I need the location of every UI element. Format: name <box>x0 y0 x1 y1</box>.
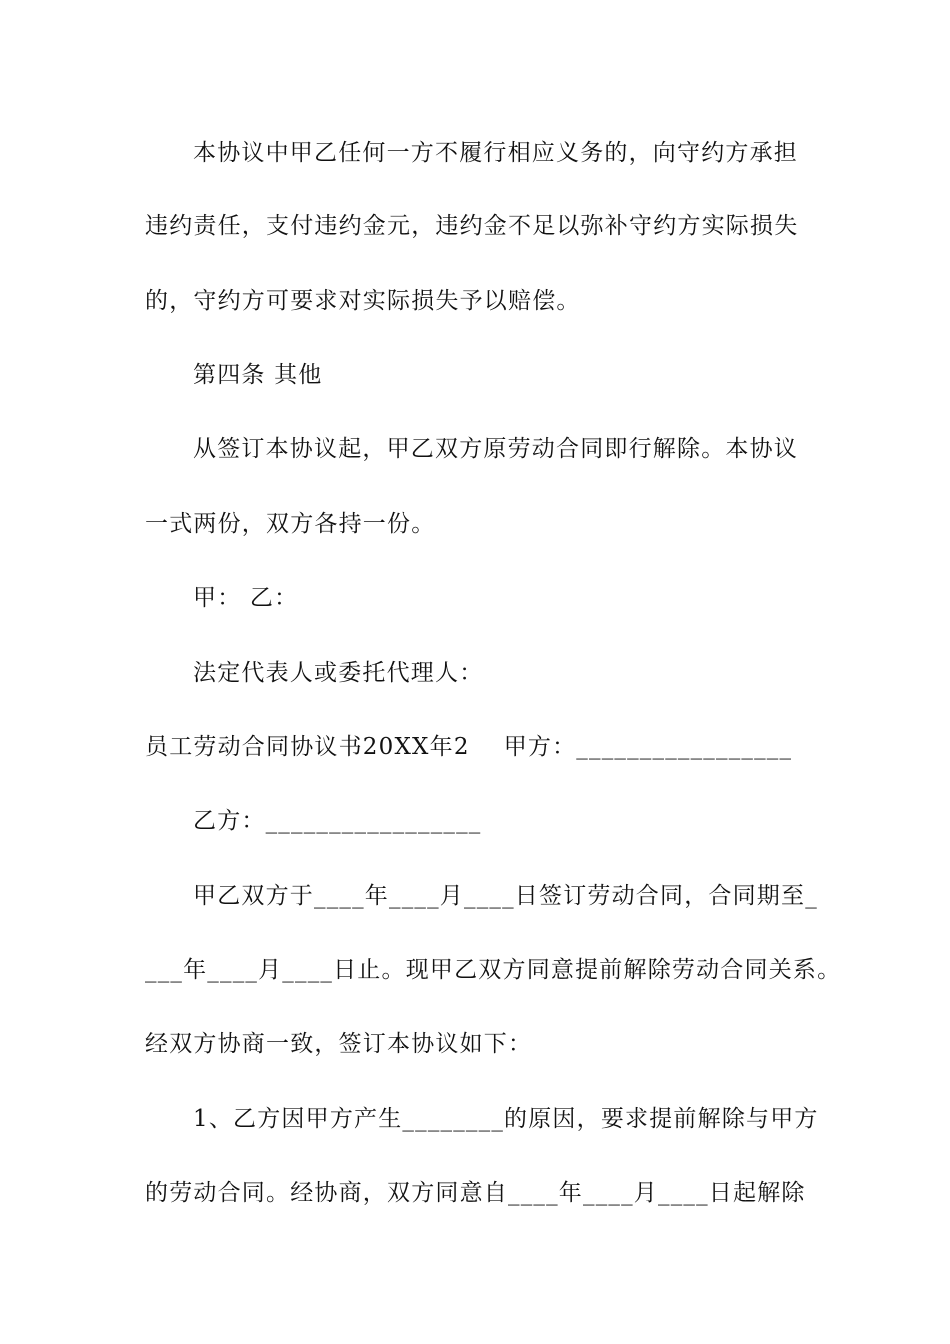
section-heading: 第四条 其他 <box>193 362 323 388</box>
clause-line: 的劳动合同。经协商，双方同意自____年____月____日起解除 <box>145 1180 806 1206</box>
document-title-party-a: 员工劳动合同协议书20XX年2 甲方：_________________ <box>145 734 793 760</box>
paragraph-line: 甲乙双方于____年____月____日签订劳动合同，合同期至_ <box>193 883 818 909</box>
representative-label: 法定代表人或委托代理人： <box>193 660 484 686</box>
paragraph-line: 从签订本协议起，甲乙双方原劳动合同即行解除。本协议 <box>193 436 798 462</box>
paragraph-line: 经双方协商一致，签订本协议如下： <box>145 1031 533 1057</box>
paragraph-line: 一式两份，双方各持一份。 <box>145 511 436 537</box>
signature-parties: 甲： 乙： <box>193 585 299 611</box>
paragraph-line: 本协议中甲乙任何一方不履行相应义务的，向守约方承担 <box>193 140 798 166</box>
paragraph-line: 的，守约方可要求对实际损失予以赔偿。 <box>145 288 581 314</box>
paragraph-line: ___年____月____日止。现甲乙双方同意提前解除劳动合同关系。 <box>145 957 842 983</box>
party-b-field: 乙方：_________________ <box>193 808 482 834</box>
paragraph-line: 违约责任，支付违约金元，违约金不足以弥补守约方实际损失 <box>145 213 799 239</box>
clause-line: 1、乙方因甲方产生________的原因，要求提前解除与甲方 <box>193 1106 819 1132</box>
